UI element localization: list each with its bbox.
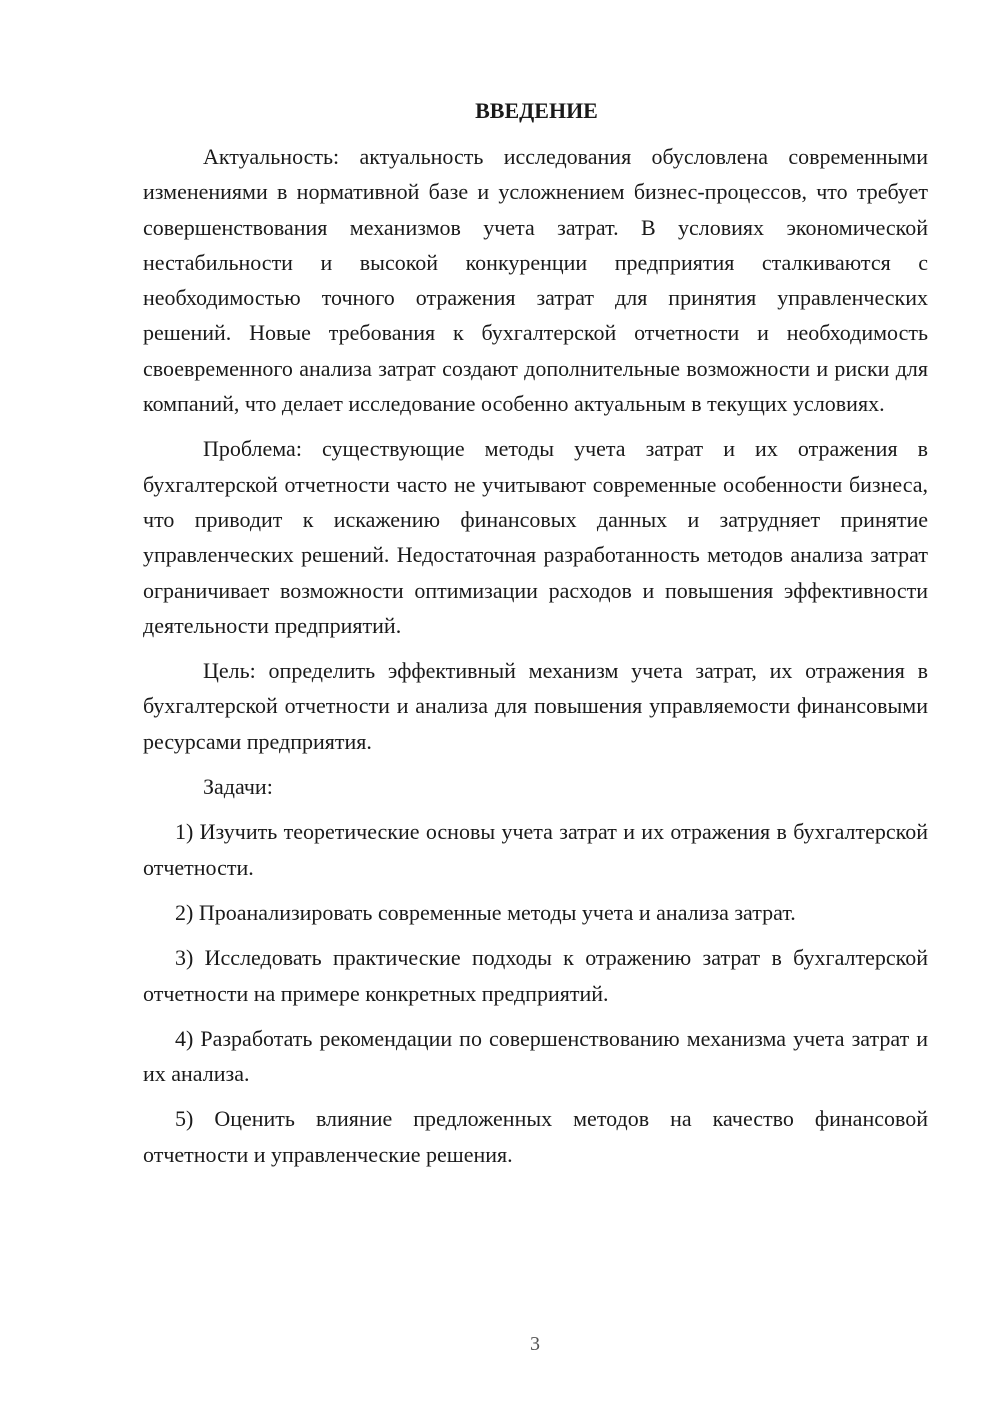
- tasks-label: Задачи:: [203, 774, 273, 800]
- section-title: ВВЕДЕНИЕ: [475, 98, 598, 123]
- document-page: [143, 95, 928, 1182]
- goal-paragraph: Цель: определить эффективный механизм учета затрат, их отражения в бухгалтерской отчетности и анализа для повышения управляемости финансовыми ресурсами предприятия.: [143, 658, 928, 754]
- task-item: 1) Изучить теоретические основы учета затрат и их отражения в бухгалтерской отчетности.: [143, 819, 928, 880]
- problem-paragraph: Проблема: существующие методы учета затрат и их отражения в бухгалтерской отчетности часто не учитывают современные особенности бизнеса, что приводит к искажению финансовых данных и затрудняет принятие управленческих решений. Недостаточная разработанность методов анализа затрат ограничивает возможности оптимизации расходов и повышения эффективности деятельности предприятий.: [143, 436, 928, 638]
- task-item: 4) Разработать рекомендации по совершенствованию механизма учета затрат и их анализа.: [143, 1025, 928, 1087]
- task-item: 2) Проанализировать современные методы учета и анализа затрат.: [175, 899, 796, 925]
- page-number: 3: [530, 1333, 540, 1355]
- task-item: 5) Оценить влияние предложенных методов на качество финансовой отчетности и управленческие решения.: [143, 1106, 928, 1167]
- task-item: 3) Исследовать практические подходы к отражению затрат в бухгалтерской отчетности на примере конкретных предприятий.: [143, 945, 928, 1006]
- relevance-paragraph: Актуальность: актуальность исследования обусловлена современными изменениями в нормативной базе и усложнением бизнес-процессов, что требует совершенствования механизмов учета затрат. В условиях экономической нестабильности и высокой конкуренции предприятия сталкиваются с необходимостью точного отражения затрат для принятия управленческих решений. Новые требования к бухгалтерской отчетности и необходимость своевременного анализа затрат создают дополнительные возможности и риски для компаний, что делает исследование особенно актуальным в текущих условиях.: [143, 144, 928, 417]
